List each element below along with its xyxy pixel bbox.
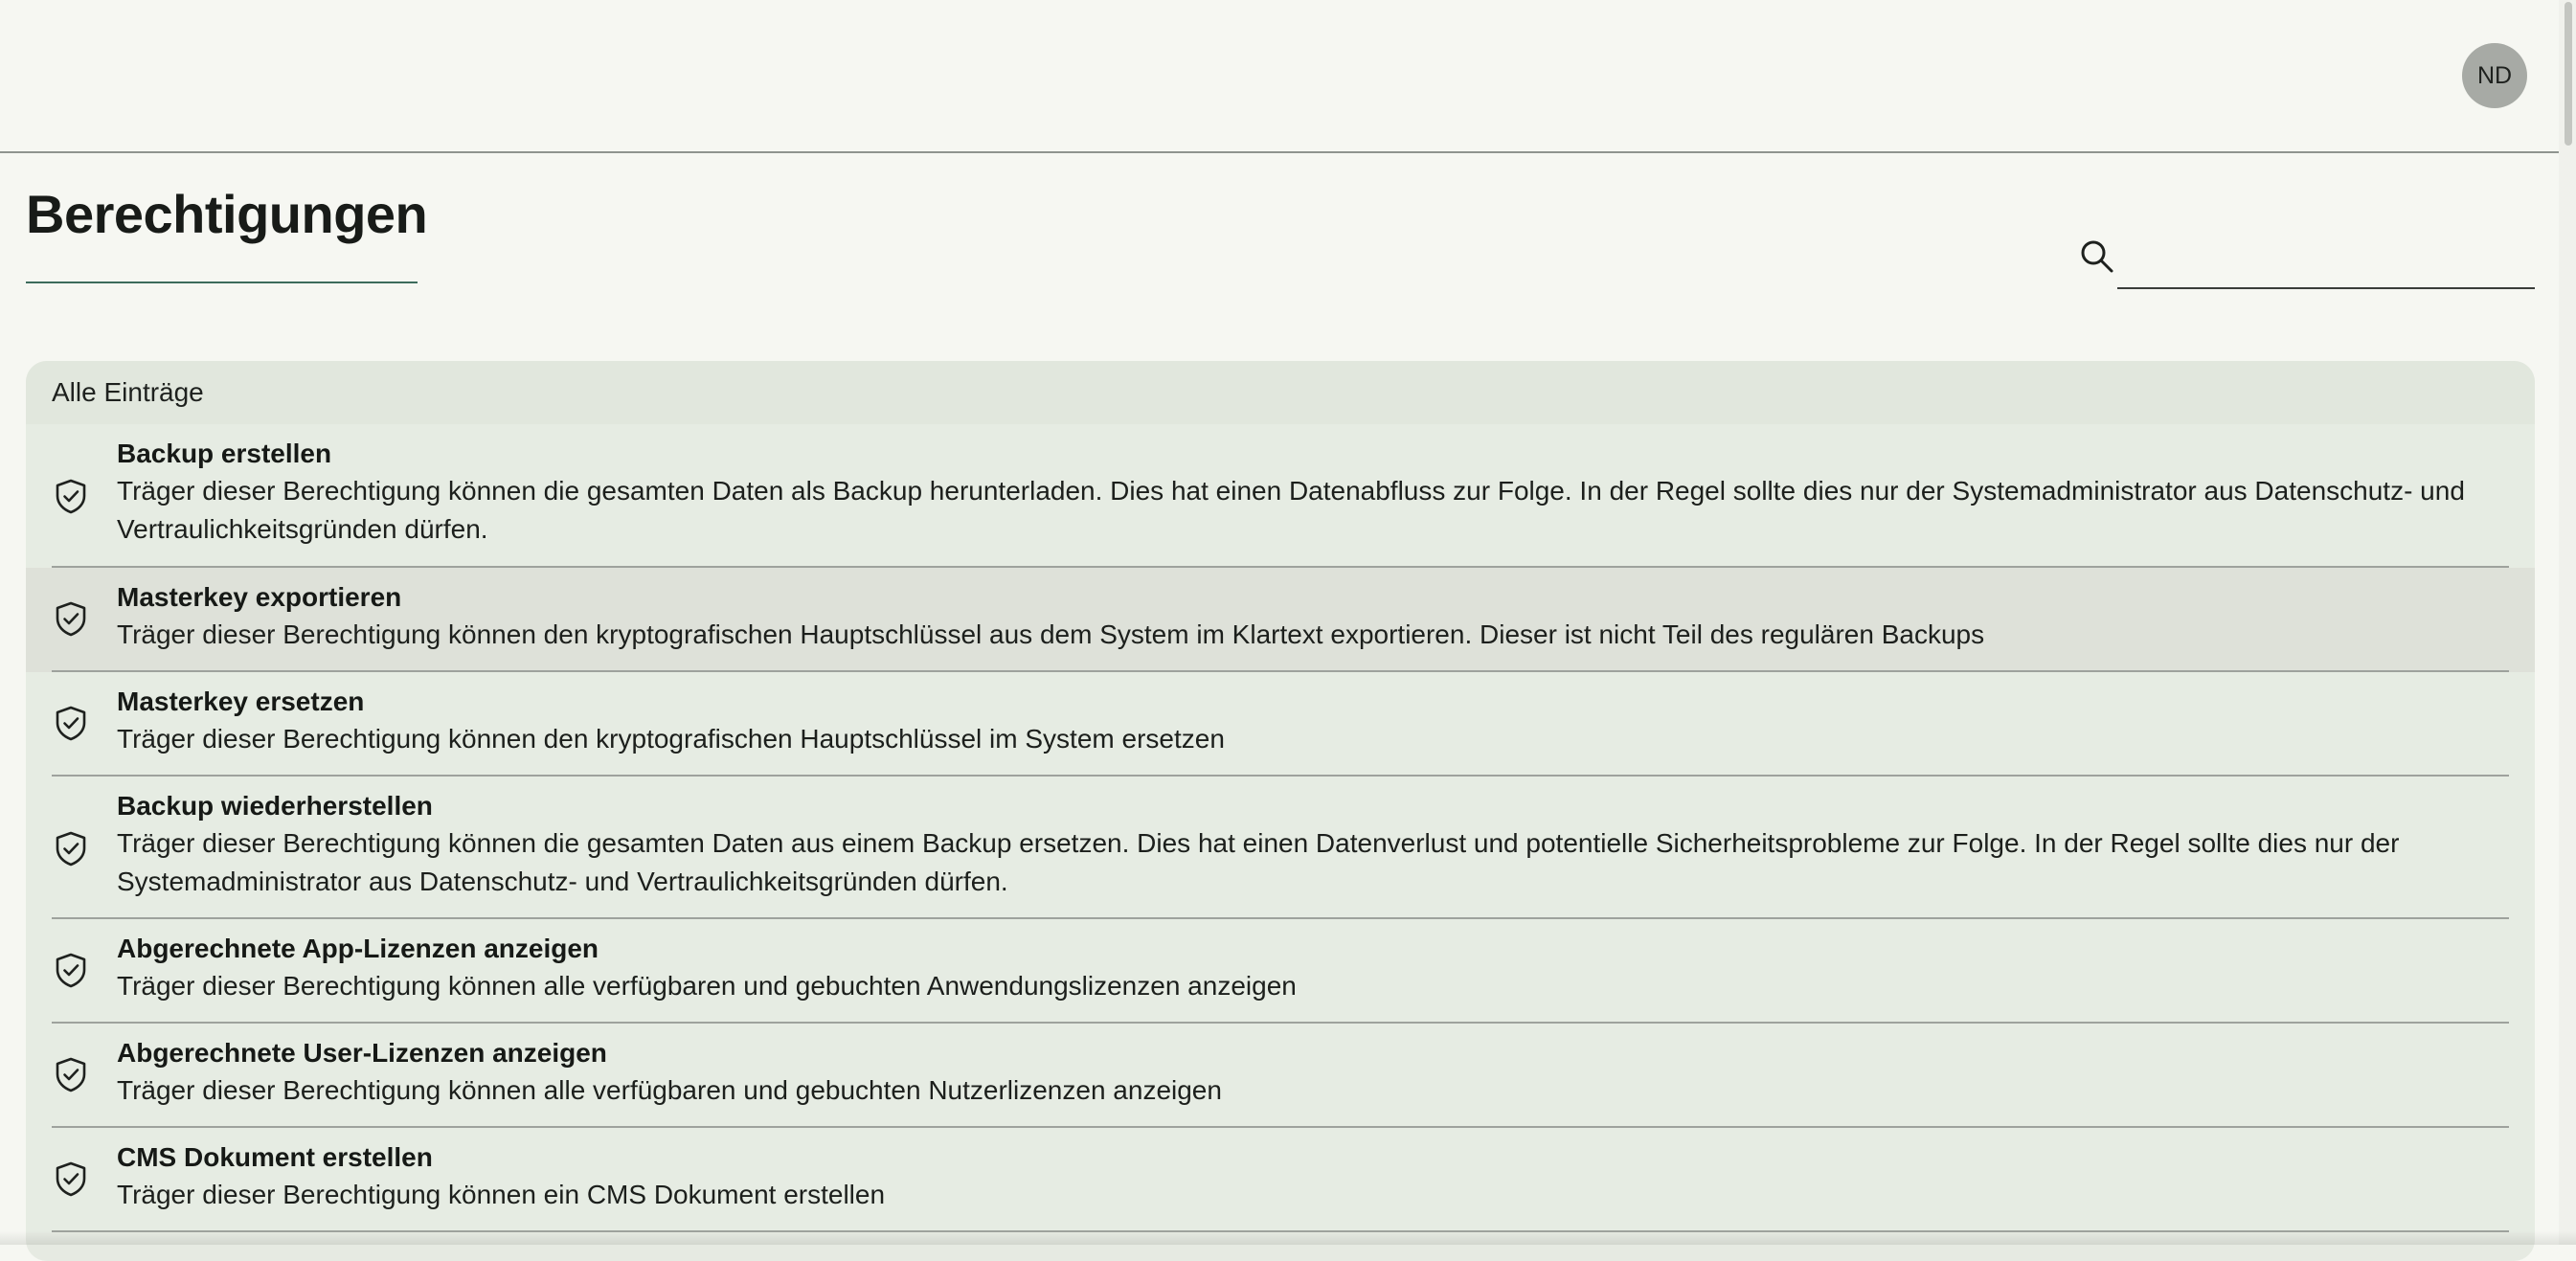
shield-check-icon	[52, 951, 90, 989]
list-item-description: Träger dieser Berechtigung können ein CMS Dokument erstellen	[117, 1180, 886, 1209]
page-title-container	[26, 178, 428, 283]
list-item-title: Backup erstellen	[117, 439, 332, 468]
list-item-description: Träger dieser Berechtigung können die gesamten Daten aus einem Backup ersetzen. Dies hat einen Datenverlust und potentielle Sicherheitsprobleme zur Folge. In der Regel sollte dies nur der Systemadministrator aus Datenschutz- und Vertraulichkeitsgründen dürfen.	[117, 828, 2400, 896]
list-item[interactable]	[26, 1128, 2535, 1232]
shield-check-icon	[52, 1160, 90, 1198]
list-item-title: Masterkey ersetzen	[117, 687, 365, 716]
scrollbar[interactable]	[2559, 0, 2576, 1245]
list-item-description: Träger dieser Berechtigung können den kryptografischen Hauptschlüssel aus dem System im Klartext exportieren. Dieser ist nicht Teil des regulären Backups	[117, 619, 1985, 649]
shield-check-icon	[52, 704, 90, 742]
bottom-shadow	[0, 1231, 2576, 1245]
list-header-label: Alle Einträge	[52, 377, 204, 407]
top-bar	[0, 0, 2559, 153]
shield-check-icon	[52, 477, 90, 515]
page-title: Berechtigungen	[26, 184, 428, 244]
list-item[interactable]	[26, 424, 2535, 568]
list-item-title: Abgerechnete User-Lizenzen anzeigen	[117, 1038, 607, 1068]
list-item-title: Masterkey exportieren	[117, 582, 402, 612]
search-input[interactable]	[2117, 230, 2535, 289]
search-icon[interactable]	[2078, 237, 2116, 276]
list-item[interactable]	[26, 568, 2535, 672]
list-item-description: Träger dieser Berechtigung können alle verfügbaren und gebuchten Nutzerlizenzen anzeigen	[117, 1075, 1222, 1105]
list-item[interactable]	[26, 672, 2535, 777]
avatar[interactable]: ND	[2462, 43, 2527, 108]
scrollbar-thumb[interactable]	[2565, 2, 2572, 146]
list-item-title: Backup wiederherstellen	[117, 791, 433, 821]
list-item-description: Träger dieser Berechtigung können alle verfügbaren und gebuchten Anwendungslizenzen anzeigen	[117, 971, 1297, 1001]
permissions-entries	[26, 424, 2535, 1232]
permissions-list	[26, 361, 2535, 1261]
shield-check-icon	[52, 1055, 90, 1093]
list-item[interactable]	[26, 1024, 2535, 1128]
shield-check-icon	[52, 829, 90, 867]
list-item-description: Träger dieser Berechtigung können die gesamten Daten als Backup herunterladen. Dies hat einen Datenabfluss zur Folge. In der Regel sollte dies nur der Systemadministrator aus Datenschutz- und Vertraulichkeitsgründen dürfen.	[117, 476, 2465, 544]
list-header	[26, 361, 2535, 424]
list-item[interactable]	[26, 919, 2535, 1024]
list-item-title: Abgerechnete App-Lizenzen anzeigen	[117, 934, 599, 963]
shield-check-icon	[52, 599, 90, 638]
list-item-title: CMS Dokument erstellen	[117, 1142, 433, 1172]
list-item[interactable]	[26, 777, 2535, 919]
list-item-description: Träger dieser Berechtigung können den kryptografischen Hauptschlüssel im System ersetzen	[117, 724, 1225, 754]
